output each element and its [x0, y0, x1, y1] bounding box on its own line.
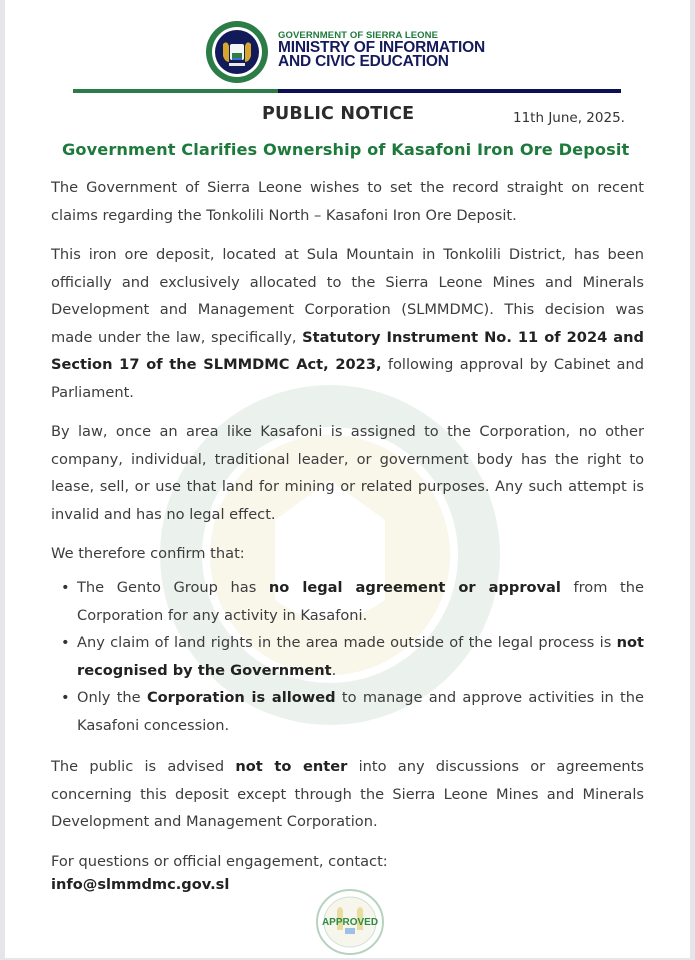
paragraph-allocation-text: This iron ore deposit, located at Sula Mountain in Tonkolili District, has been officially and exclusively allocated to the Sierra Leone Mines and Minerals Development and Management Corporation (SLMMDMC). This decision was made under the law, specifically,	[51, 246, 644, 346]
list-item-bold: not recognised by the Government	[77, 634, 644, 679]
notice-label: PUBLIC NOTICE	[262, 104, 415, 124]
paragraph-law: By law, once an area like Kasafoni is assigned to the Corporation, no other company, individual, traditional leader, or government body has the right to lease, sell, or use that land for mining or related purposes. Any such attempt is invalid and has no legal effect.	[51, 423, 644, 523]
paragraph-advisory-text: The public is advised	[51, 758, 236, 775]
government-label: GOVERNMENT OF SIERRA LEONE	[278, 30, 439, 41]
confirmation-list	[51, 574, 644, 739]
paragraph-confirm: We therefore confirm that:	[51, 545, 245, 562]
svg-text:APPROVED: APPROVED	[321, 917, 379, 928]
header-title-block	[278, 30, 485, 69]
divider-navy-segment	[278, 89, 621, 93]
paragraph-allocation-text-end: following approval by Cabinet and Parliament.	[51, 356, 645, 401]
list-item-text: from the Corporation for any activity in Kasafoni.	[77, 579, 644, 624]
list-item-text: Only the	[77, 689, 147, 706]
contact-email-link[interactable]: info@slmmdmc.gov.sl	[51, 876, 230, 893]
paragraph-advisory	[51, 753, 644, 836]
approved-stamp-icon	[315, 888, 385, 956]
bullet-icon: •	[61, 579, 70, 596]
bullet-icon: •	[61, 689, 70, 706]
list-item	[51, 684, 644, 739]
list-item-text: Any claim of land rights in the area made outside of the legal process is	[77, 634, 617, 651]
header-divider	[73, 89, 621, 93]
bullet-icon: •	[61, 634, 70, 651]
list-item-bold: Corporation is allowed	[146, 689, 336, 706]
ministry-seal-icon	[205, 20, 269, 84]
advisory-bold: not to enter	[235, 758, 348, 775]
notice-date: 11th June, 2025.	[513, 110, 625, 126]
list-item-text: .	[331, 661, 337, 679]
divider-green-segment	[73, 89, 278, 93]
ministry-name-line1: MINISTRY OF INFORMATION	[278, 39, 485, 56]
ministry-name-line2: AND CIVIC EDUCATION	[278, 53, 449, 70]
list-item-bold: no legal agreement or approval	[268, 579, 561, 596]
list-item	[51, 629, 644, 684]
paragraph-allocation	[51, 241, 644, 406]
paragraph-intro: The Government of Sierra Leone wishes to set the record straight on recent claims regarding the Tonkolili North – Kasafoni Iron Ore Deposit.	[51, 179, 644, 224]
list-item	[51, 574, 644, 629]
list-item-text: to manage and approve activities in the Kasafoni concession.	[77, 689, 645, 734]
public-notice-document	[5, 0, 690, 958]
notice-headline: Government Clarifies Ownership of Kasafoni Iron Ore Deposit	[62, 140, 630, 159]
legal-reference-bold: Statutory Instrument No. 11 of 2024 and Section 17 of the SLMMDMC Act, 2023,	[51, 328, 644, 373]
list-item-text: The Gento Group has	[77, 579, 269, 596]
paragraph-advisory-text-end: into any discussions or agreements concerning this deposit except through the Sierra Leone Mines and Minerals Development and Management Corporation.	[51, 758, 644, 830]
paragraph-contact: For questions or official engagement, contact:	[51, 853, 388, 870]
